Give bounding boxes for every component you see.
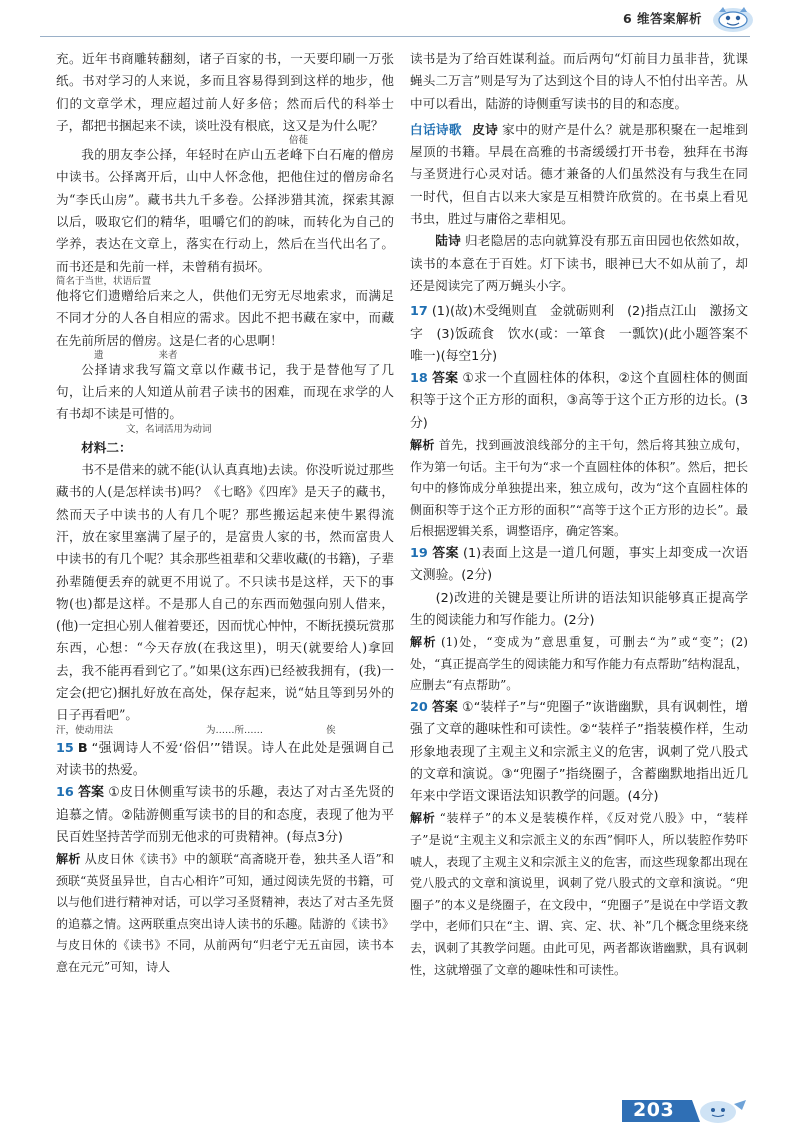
poem-text: 家中的财产是什么？就是那积聚在一起堆到屋顶的书籍。早晨在高雅的书斋缓缓打开书卷，独拜在书海与圣贤进行心灵对话。德才兼备的人们虽然没有与我生在同一时代，但自古以来大家是互相赞许欣赏的。在书桌上看见书虫，胜过与庸俗之辈相见。 [410, 121, 749, 227]
poem-name: 皮诗 [472, 121, 499, 137]
translation-paragraph: 我的朋友李公择，年轻时在庐山五老峰下白石庵的僧房中读书。公择离开后，山中人怀念他，把他住过的僧房命名为“李氏山房”。藏书共九千多卷。公择涉猎其流，探索其源以后，吸取它们的精华，咀嚼它们的韵味，而转化为自己的学养，表达在文章上，落实在行动上，然后在当代出名了。而书还是和先前一样，未曾稍有损坏。 [56, 147, 394, 274]
answer-label: 答案 [77, 785, 105, 801]
analysis-text: (1)处，“变成为”意思重复，可删去“为”或“变”；(2)处，“真正提高学生的阅读能力和写作能力有点帮助”结构混乱，应删去“有点帮助”。 [410, 635, 748, 693]
answer-choice: B [77, 740, 88, 756]
vernacular-poem-label: 白话诗歌 [410, 121, 462, 137]
annotation: 遗 [94, 349, 104, 361]
section-title: 6 维答案解析 [622, 11, 702, 26]
answer-text: (1)表面上这是一道几何题，事实上却变成一次语文测验。(2分) [410, 546, 748, 584]
poem-translation-lu [410, 230, 748, 297]
header-divider [40, 36, 750, 37]
analysis-text: 首先，找到画波浪线部分的主干句，然后将其独立成句，作为第一句话。主干句为“求一个直圆柱体的体积”。然后，把长句中的修饰成分单独提出来，独立成句，改为“这个直圆柱体的侧面积等于这个正方形的面积”“高等于这个正方形的边长”。最后根据逻辑关系，调整语序，确定答案。 [410, 438, 748, 539]
question-number: 18 [410, 371, 428, 387]
annotation: 倍蓰 [288, 135, 308, 147]
poem-translation-pi [410, 119, 748, 230]
analysis-label: 解析 [56, 852, 81, 867]
translation-paragraph: 公择请求我写篇文章以作藏书记，我于是替他写了几句，让后来的人知道从前君子读书的困难，而现在求学的人有书却不读是可惜的。 [56, 361, 394, 422]
translation-paragraph: 他将它们遗赠给后来之人，供他们无穷无尽地索求，而满足不同才分的人各自相应的需求。因此不把书藏在家中，而藏在先前所居的僧房。这是仁者的心思啊！ [56, 287, 394, 348]
question-19-analysis [410, 632, 748, 697]
question-number: 15 [56, 740, 74, 756]
annotation: 俟 [326, 724, 336, 736]
page-number: 203 [633, 1099, 675, 1121]
right-column [410, 48, 748, 981]
analysis-text: “装样子”的本义是装模作样，《反对党八股》中，“装样子”是说“主观主义和宗派主义的东西”恫吓人，所以装腔作势吓唬人，表现了主观主义和宗派主义的危害，而这些现象都出现在党八股式的文章和演说里，讽刺了党八股式的文章和演说。“兜圈子”的本义是绕圈子，在文段中，“兜圈子”是说在中学语文教学中，老师们只在“主、谓、宾、定、状、补”几个概念里绕来绕去，讽刺了其教学问题。由此可见，两者都诙谐幽默，具有讽刺性，这就增强了文章的趣味性和可读性。 [410, 811, 748, 977]
question-16 [56, 782, 394, 849]
answer-text: ①求一个直圆柱体的体积，②这个直圆柱体的侧面积等于这个正方形的面积，③高等于这个正方形的边长。(3分) [410, 371, 748, 431]
answer-label: 答案 [431, 371, 459, 387]
left-column [56, 48, 394, 979]
question-number: 19 [410, 546, 428, 562]
analysis-label: 解析 [410, 811, 436, 826]
annotation: 为……所…… [206, 724, 264, 736]
question-20-analysis [410, 808, 748, 981]
analysis-label: 解析 [410, 635, 437, 650]
question-15 [56, 738, 394, 783]
analysis-label: 解析 [410, 438, 435, 453]
translation-paragraph: 书不是借来的就不能(认认真真地)去读。你没听说过那些藏书的人(是怎样读书)吗？《七略》《四库》是天子的藏书，然而天子中读书的人有几个呢？那些搬运起来使牛累得流汗，放在家里塞满了屋子的，是富贵人家的书，然而富贵人中读书的有几个呢？其余那些祖辈和父辈收藏(的书籍)，子辈孙辈随便丢弃的就更不用说了。不只读书是这样，天下的事物(也)都是这样。不是那人自己的东西而勉强向别人借来，(他)一定担心别人催着要还，因而忧心忡忡，不断抚摸玩赏那东西，心想：“今天存放(在我这里)，明天(就要给人)拿回去，我不能再看到它了。”如果(这东西)已经被我拥有，(我)一定会(把它)捆扎好放在高处，保存起来，说“姑且等到另外的日子再看吧”。 [56, 462, 394, 723]
question-number: 20 [410, 699, 428, 715]
question-number: 17 [410, 304, 428, 320]
question-19 [410, 543, 748, 588]
question-20 [410, 697, 748, 808]
mascot-logo-icon [711, 4, 755, 34]
translation-paragraph: 充。近年书商雕转翻刻，诸子百家的书，一天要印刷一万张纸。书对学习的人来说，多而且容易得到到这样的地步，他们的文章学术，理应超过前人好多倍；然而后代的科举士子，都把书捆起来不读，谈吐没有根底，这又是为什么呢？ [56, 51, 394, 133]
annotation: 来者 [158, 349, 178, 361]
material-two-heading: 材料二： [81, 439, 132, 455]
answer-label: 答案 [431, 546, 460, 562]
answer-text: “强调诗人不爱‘俗侣’”错误。诗人在此处是强调自己对读书的热爱。 [56, 740, 394, 778]
answer-text: ①“装样子”与“兜圈子”诙谐幽默，具有讽刺性，增强了文章的趣味性和可读性。②“装样子”指装模作样，生动形象地表现了主观主义和宗派主义的危害，讽刺了党八股式的文章和演说。③“兜圈子”指绕圈子，含蓄幽默地指出近几年来中学语文课语法知识教学的问题。(4分) [410, 699, 749, 805]
analysis-continued: 读书是为了给百姓谋利益。而后两句“灯前目力虽非昔，犹课蝇头二万言”则是写为了达到这个目的诗人不怕付出辛苦。从中可以看出，陆游的诗侧重写读书的目的和态度。 [410, 51, 748, 111]
answer-label: 答案 [431, 699, 459, 715]
question-16-analysis [56, 849, 394, 979]
question-17 [410, 301, 748, 368]
annotation: 简名于当世，状语后置 [56, 275, 152, 287]
question-19-part-2: (2)改进的关键是要让所讲的语法知识能够真正提高学生的阅读能力和写作能力。(2分) [410, 590, 748, 628]
answer-text: (1)(故)木受绳则直 金就砺则利 (2)指点江山 激扬文字 (3)饭疏食 饮水(或：一箪食 一瓢饮)(此小题答案不唯一)(每空1分) [410, 304, 748, 364]
answer-text: ①皮日休侧重写读书的乐趣，表达了对古圣先贤的追慕之情。②陆游侧重写读书的目的和态度，表现了他为平民百姓坚持苦学而别无他求的可贵精神。(每点3分) [56, 785, 394, 845]
question-number: 16 [56, 785, 74, 801]
question-18 [410, 368, 748, 435]
poem-name: 陆诗 [435, 233, 461, 249]
annotation: 文，名词活用为动词 [126, 423, 212, 435]
poem-text: 归老隐居的志向就算没有那五亩田园也依然如故，读书的本意在于百姓。灯下读书，眼神已大不如从前了，却还是阅读完了两万蝇头小字。 [410, 233, 749, 293]
annotation: 汗，使动用法 [56, 724, 114, 736]
analysis-text: 从皮日休《读书》中的颔联“高斋晓开卷，独共圣人语”和颈联“英贤虽异世，自古心相许”可知，通过阅读先贤的书籍，可以与他们进行精神对话，可以学习圣贤精神，表达了对古圣先贤的追慕之情。这两联重点突出诗人读书的乐趣。陆游的《读书》与皮日休的《读书》不同，从前两句“归老宁无五亩园，读书本意在元元”可知，诗人 [56, 852, 394, 975]
question-18-analysis [410, 435, 748, 543]
page-header [0, 0, 800, 36]
